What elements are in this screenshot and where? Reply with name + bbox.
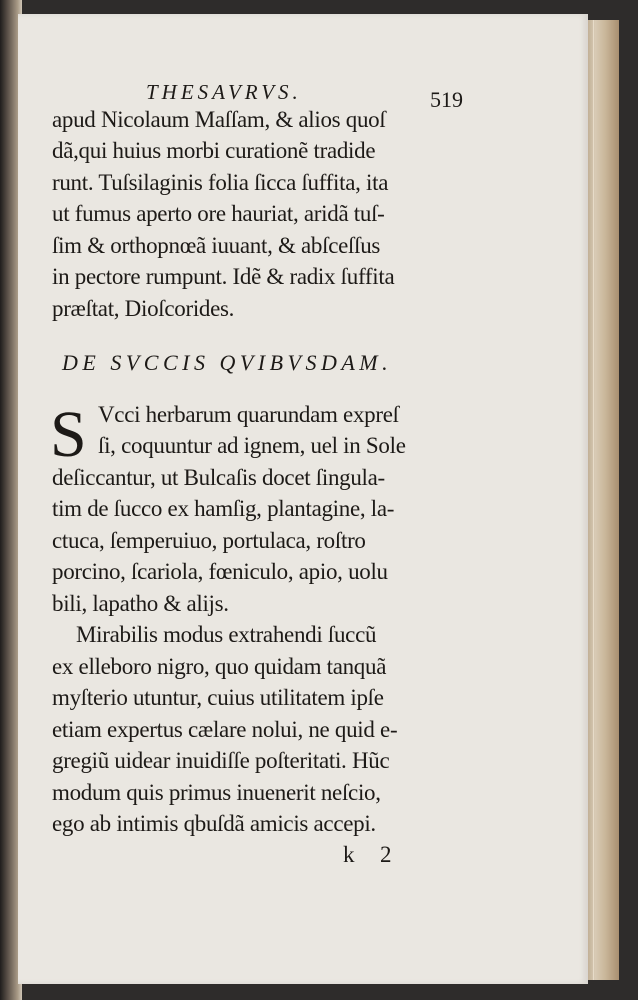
text-line: ego ab intimis qbuſdã amicis accepi. [52,811,376,836]
text-line: etiam expertus cælare nolui, ne quid e- [52,717,398,742]
text-line: apud Nicolaum Maſſam, & alios quoſ [52,107,386,132]
text-line: myſterio utuntur, cuius utilitatem ipſe [52,685,384,710]
text-line: modum quis primus inuenerit neſcio, [52,780,381,805]
text-line: bili, lapatho & alijs. [52,591,229,616]
text-line: Mirabilis modus extrahendi ſuccũ [76,622,377,647]
text-line: ex elleboro nigro, quo quidam tanquã [52,654,387,679]
book-page [18,14,588,984]
page-number: 519 [430,87,463,112]
drop-capital: S [50,398,87,471]
section-heading: DE SVCCIS QVIBVSDAM. [62,350,393,375]
page-stack-edge [584,20,619,980]
text-line: ctuca, ſemperuiuo, portulaca, roſtro [52,528,366,553]
text-line: porcino, ſcariola, fœniculo, apio, uolu [52,559,388,584]
text-line: gregiũ uidear inuidiſſe poſteritati. Hũc [52,748,390,773]
text-line: ut fumus aperto ore hauriat, aridã tuſ- [52,201,385,226]
text-line: runt. Tuſsilaginis folia ſicca ſuffita, ita [52,170,389,195]
catchword: k [343,842,355,867]
text-line: ſim & orthopnœã iuuant, & abſceſſus [52,233,381,258]
running-title: THESAVRVS. [146,80,302,104]
text-line: tim de ſucco ex hamſig, plantagine, la- [52,496,395,521]
text-line: Vcci herbarum quarundam expreſ [98,402,399,427]
text-line: in pectore rumpunt. Idẽ & radix ſuffita [52,264,395,289]
text-line: deſiccantur, ut Bulcaſis docet ſingula- [52,465,385,490]
text-line: præſtat, Dioſcorides. [52,296,235,321]
signature-mark: 2 [380,842,392,867]
text-line: dã,qui huius morbi curationẽ tradide [52,138,376,163]
text-line: ſi, coquuntur ad ignem, uel in Sole [98,433,406,458]
